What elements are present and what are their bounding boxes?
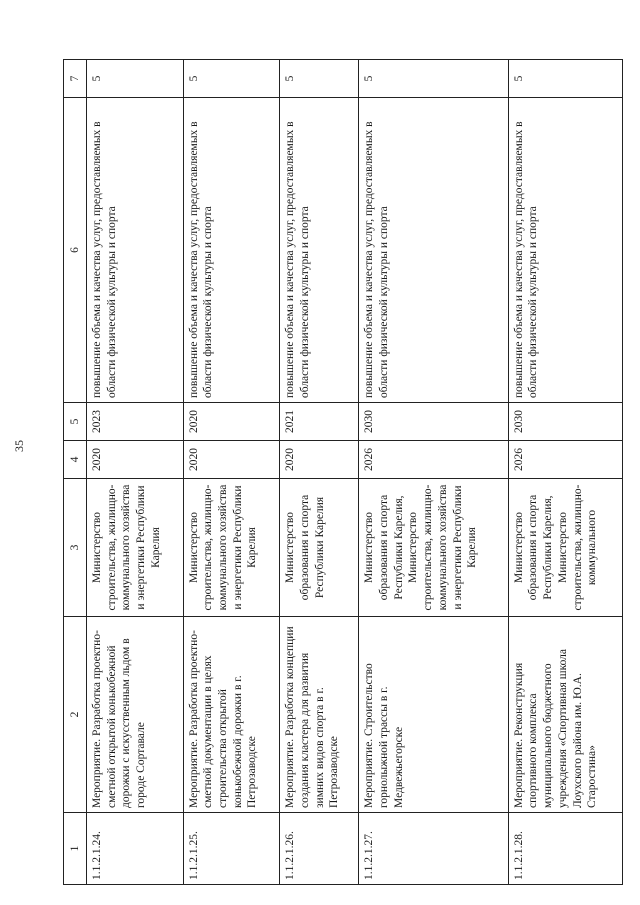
row-col7: 5 <box>359 60 509 98</box>
row-end-year: 2021 <box>280 403 359 441</box>
row-activity: Мероприятие. Разработка проектно-сметной открытой конькобежной дорожки с искусственным льдом в городе Сортавале <box>87 617 184 813</box>
activities-table <box>63 59 623 885</box>
table-row <box>87 60 184 885</box>
table-row <box>508 60 622 885</box>
row-result: повышение объема и качества услуг, предоставляемых в области физической культуры и спорта <box>359 98 509 403</box>
column-header-6: 6 <box>64 98 87 403</box>
row-start-year: 2026 <box>508 441 622 479</box>
rotated-table-container <box>63 60 623 885</box>
row-code: 1.1.2.1.25. <box>183 813 280 885</box>
row-code: 1.1.2.1.28. <box>508 813 622 885</box>
row-col7: 5 <box>508 60 622 98</box>
column-header-4: 4 <box>64 441 87 479</box>
column-header-2: 2 <box>64 617 87 813</box>
row-executor: Министерство образования и спорта Республики Карелия, Министерство строительства, жилищно-коммунального хозяйства и энергетики Республики Карелия <box>359 479 509 617</box>
row-activity: Мероприятие. Строительство горнолыжной трассы в г. Медвежьегорске <box>359 617 509 813</box>
row-end-year: 2020 <box>183 403 280 441</box>
row-start-year: 2020 <box>87 441 184 479</box>
row-executor: Министерство образования и спорта Республики Карелия <box>280 479 359 617</box>
column-number-row <box>64 60 87 885</box>
column-header-7: 7 <box>64 60 87 98</box>
column-header-3: 3 <box>64 479 87 617</box>
column-header-5: 5 <box>64 403 87 441</box>
row-code: 1.1.2.1.26. <box>280 813 359 885</box>
table-row <box>183 60 280 885</box>
row-end-year: 2023 <box>87 403 184 441</box>
row-code: 1.1.2.1.24. <box>87 813 184 885</box>
column-header-1: 1 <box>64 813 87 885</box>
row-activity: Мероприятие. Реконструкция спортивного комплекса муниципального бюджетного учреждения «Спортивная школа Лоухского района им. Ю.А. Старостина» <box>508 617 622 813</box>
row-col7: 5 <box>280 60 359 98</box>
row-start-year: 2020 <box>280 441 359 479</box>
row-executor: Министерство образования и спорта Республики Карелия, Министерство строительства, жилищно-коммунального <box>508 479 622 617</box>
row-result: повышение объема и качества услуг, предоставляемых в области физической культуры и спорта <box>508 98 622 403</box>
row-col7: 5 <box>87 60 184 98</box>
row-col7: 5 <box>183 60 280 98</box>
row-activity: Мероприятие. Разработка концепции создания кластера для развития зимних видов спорта в г. Петрозаводске <box>280 617 359 813</box>
row-code: 1.1.2.1.27. <box>359 813 509 885</box>
row-executor: Министерство строительства, жилищно-коммунального хозяйства и энергетики Республики Карелия <box>183 479 280 617</box>
row-executor: Министерство строительства, жилищно-коммунального хозяйства и энергетики Республики Карелия <box>87 479 184 617</box>
row-result: повышение объема и качества услуг, предоставляемых в области физической культуры и спорта <box>87 98 184 403</box>
row-result: повышение объема и качества услуг, предоставляемых в области физической культуры и спорта <box>280 98 359 403</box>
row-end-year: 2030 <box>359 403 509 441</box>
row-start-year: 2020 <box>183 441 280 479</box>
row-result: повышение объема и качества услуг, предоставляемых в области физической культуры и спорта <box>183 98 280 403</box>
table-row <box>280 60 359 885</box>
page-number: 35 <box>12 440 26 452</box>
row-start-year: 2026 <box>359 441 509 479</box>
table-row <box>359 60 509 885</box>
row-activity: Мероприятие. Разработка проектно-сметной документации в целях строительства открытой конькобежной дорожки в г. Петрозаводске <box>183 617 280 813</box>
row-end-year: 2030 <box>508 403 622 441</box>
